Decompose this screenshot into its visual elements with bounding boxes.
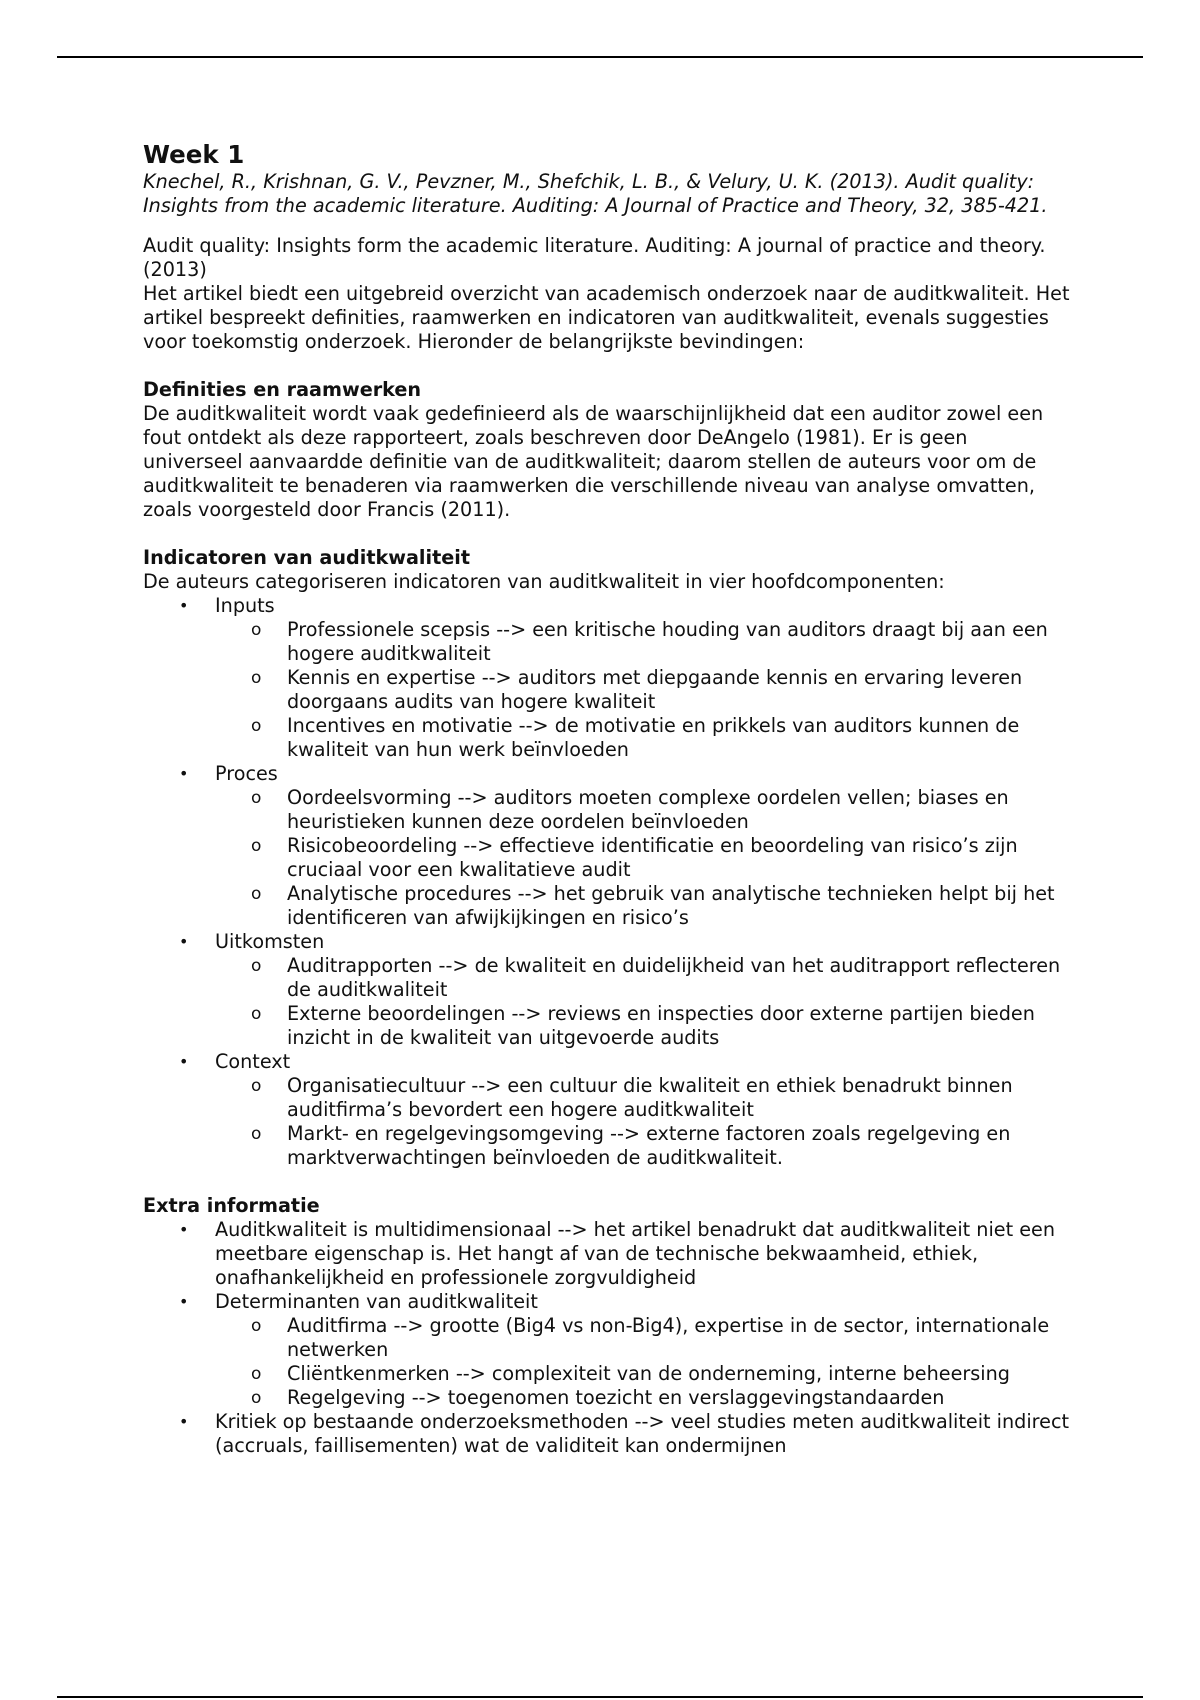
sub-bullet-icon: o <box>251 1124 262 1144</box>
sub-bullet-icon: o <box>251 884 262 904</box>
intro-reference: Audit quality: Insights form the academic literature. Auditing: A journal of practice and theory. (2013) <box>143 234 1046 281</box>
list-item <box>179 930 1073 1050</box>
list-item <box>251 954 1073 1002</box>
list-item <box>179 762 1073 930</box>
list-item <box>179 1290 1073 1410</box>
list-item <box>251 1386 1073 1410</box>
sub-bullet-icon: o <box>251 620 262 640</box>
list-item <box>251 1314 1073 1362</box>
list-item <box>179 1218 1073 1290</box>
section-title-extra: Extra informatie <box>143 1194 320 1217</box>
list-item <box>251 786 1073 834</box>
extra-list <box>143 1218 1073 1458</box>
group-label: Uitkomsten <box>215 930 325 953</box>
list-item <box>251 1074 1073 1122</box>
indicators-list <box>143 594 1073 1170</box>
definitions-text: De auditkwaliteit wordt vaak gedefinieerd als de waarschijnlijkheid dat een auditor zowel een fout ontdekt als deze rapporteert, zoals beschreven door DeAngelo (1981). Er is geen universeel aanvaardde definitie van de auditkwaliteit; daarom stellen de auteurs voor om de auditkwaliteit te benaderen via raamwerken die verschillende niveau van analyse omvatten, zoals voorgesteld door Francis (2011). <box>143 402 1044 521</box>
list-item-text: Incentives en motivatie --> de motivatie en prikkels van auditors kunnen de kwaliteit van hun werk beïnvloeden <box>287 714 1020 761</box>
bullet-icon: • <box>179 1220 189 1239</box>
list-item <box>179 1410 1073 1458</box>
list-item-text: Professionele scepsis --> een kritische houding van auditors draagt bij aan een hogere auditkwaliteit <box>287 618 1048 665</box>
list-item-text: Auditkwaliteit is multidimensionaal --> het artikel benadrukt dat auditkwaliteit niet een meetbare eigenschap is. Het hangt af van de technische bekwaamheid, ethiek, onafhankelijkheid en professionele zorgvuldigheid <box>215 1218 1055 1289</box>
page-title: Week 1 <box>143 140 245 169</box>
sub-bullet-icon: o <box>251 668 262 688</box>
indicators-intro: De auteurs categoriseren indicatoren van auditkwaliteit in vier hoofdcomponenten: <box>143 570 945 593</box>
list-item <box>251 1362 1073 1386</box>
top-divider <box>57 56 1143 58</box>
sub-bullet-icon: o <box>251 956 262 976</box>
sub-bullet-icon: o <box>251 1364 262 1384</box>
list-item-text: Auditrapporten --> de kwaliteit en duidelijkheid van het auditrapport reflecteren de auditkwaliteit <box>287 954 1061 1001</box>
bullet-icon: • <box>179 1412 189 1431</box>
list-item <box>179 1050 1073 1170</box>
list-item <box>251 618 1073 666</box>
list-item-text: Oordeelsvorming --> auditors moeten complexe oordelen vellen; biases en heuristieken kunnen deze oordelen beïnvloeden <box>287 786 1009 833</box>
list-item-text: Kennis en expertise --> auditors met diepgaande kennis en ervaring leveren doorgaans audits van hogere kwaliteit <box>287 666 1023 713</box>
list-item-text: Cliëntkenmerken --> complexiteit van de onderneming, interne beheersing <box>287 1362 1010 1385</box>
group-label: Proces <box>215 762 278 785</box>
sub-bullet-icon: o <box>251 836 262 856</box>
list-item-text: Organisatiecultuur --> een cultuur die kwaliteit en ethiek benadrukt binnen auditfirma’s bevordert een hogere auditkwaliteit <box>287 1074 1013 1121</box>
sub-list <box>215 1314 1073 1410</box>
sub-bullet-icon: o <box>251 1004 262 1024</box>
sub-list <box>215 786 1073 930</box>
sub-bullet-icon: o <box>251 1388 262 1408</box>
list-item-text: Risicobeoordeling --> effectieve identificatie en beoordeling van risico’s zijn cruciaal voor een kwalitatieve audit <box>287 834 1018 881</box>
list-item-text: Externe beoordelingen --> reviews en inspecties door externe partijen bieden inzicht in de kwaliteit van uitgevoerde audits <box>287 1002 1035 1049</box>
list-item-text: Markt- en regelgevingsomgeving --> externe factoren zoals regelgeving en marktverwachtingen beïnvloeden de auditkwaliteit. <box>287 1122 1011 1169</box>
bullet-icon: • <box>179 1292 189 1311</box>
group-label: Context <box>215 1050 291 1073</box>
list-item <box>251 882 1073 930</box>
sub-bullet-icon: o <box>251 1076 262 1096</box>
group-label: Determinanten van auditkwaliteit <box>215 1290 538 1313</box>
section-title-indicators: Indicatoren van auditkwaliteit <box>143 546 471 569</box>
list-item <box>251 1002 1073 1050</box>
list-item-text: Auditfirma --> grootte (Big4 vs non-Big4), expertise in de sector, internationale netwerken <box>287 1314 1050 1361</box>
list-item <box>251 666 1073 714</box>
sub-bullet-icon: o <box>251 788 262 808</box>
sub-list <box>215 1074 1073 1170</box>
list-item <box>179 594 1073 762</box>
sub-bullet-icon: o <box>251 716 262 736</box>
sub-list <box>215 618 1073 762</box>
sub-list <box>215 954 1073 1050</box>
intro-summary: Het artikel biedt een uitgebreid overzicht van academisch onderzoek naar de auditkwaliteit. Het artikel bespreekt definities, raamwerken en indicatoren van auditkwaliteit, evenals suggesties voor toekomstig onderzoek. Hieronder de belangrijkste bevindingen: <box>143 282 1070 353</box>
list-item <box>251 1122 1073 1170</box>
list-item-text: Analytische procedures --> het gebruik van analytische technieken helpt bij het identificeren van afwijkijkingen en risico’s <box>287 882 1055 929</box>
citation: Knechel, R., Krishnan, G. V., Pevzner, M., Shefchik, L. B., & Velury, U. K. (2013). Audit quality: Insights from the academic literature. Auditing: A Journal of Practice and Theory, 32, 385-421. <box>143 170 1048 217</box>
bullet-icon: • <box>179 596 189 615</box>
group-label: Inputs <box>215 594 275 617</box>
sub-bullet-icon: o <box>251 1316 262 1336</box>
section-title-definitions: Definities en raamwerken <box>143 378 422 401</box>
list-item <box>251 834 1073 882</box>
list-item-text: Regelgeving --> toegenomen toezicht en verslaggevingstandaarden <box>287 1386 945 1409</box>
list-item-text: Kritiek op bestaande onderzoeksmethoden --> veel studies meten auditkwaliteit indirect (accruals, faillisementen) wat de validiteit kan ondermijnen <box>215 1410 1070 1457</box>
bottom-divider <box>57 1696 1143 1698</box>
list-item <box>251 714 1073 762</box>
document-body <box>143 140 1073 1458</box>
bullet-icon: • <box>179 1052 189 1071</box>
bullet-icon: • <box>179 932 189 951</box>
bullet-icon: • <box>179 764 189 783</box>
